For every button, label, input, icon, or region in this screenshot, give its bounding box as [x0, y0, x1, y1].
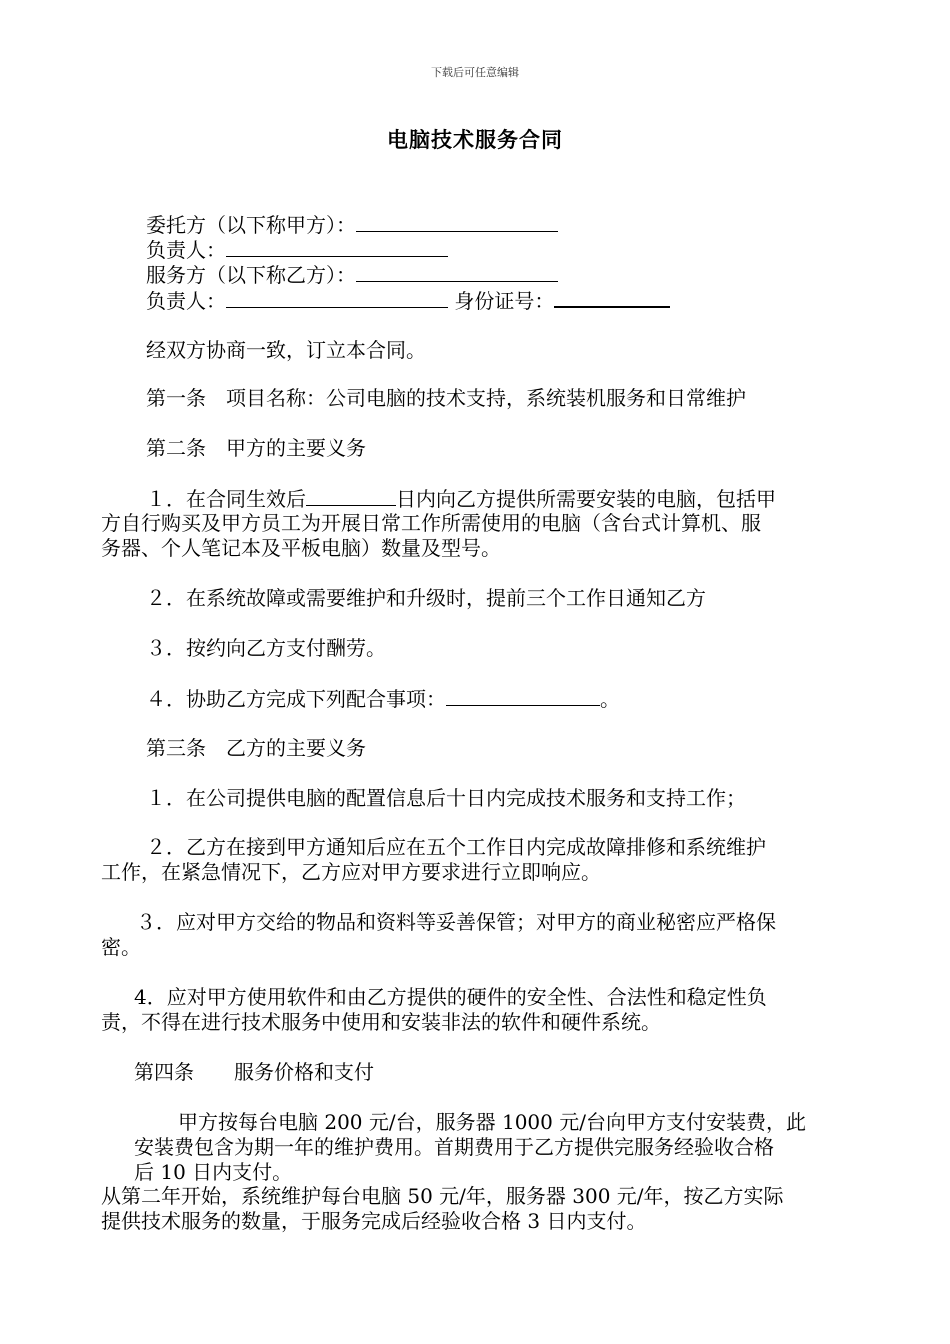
days-blank[interactable] [306, 486, 396, 506]
cooperation-blank[interactable] [446, 686, 600, 706]
article1: 第一条 项目名称：公司电脑的技术支持，系统装机服务和日常维护 [146, 386, 746, 410]
article3-item1: １．在公司提供电脑的配置信息后十日内完成技术服务和支持工作； [146, 786, 746, 810]
client-person-line [146, 237, 448, 262]
preamble: 经双方协商一致，订立本合同。 [146, 338, 426, 362]
provider-person-line [146, 287, 670, 313]
id-number-blank[interactable] [554, 287, 670, 308]
client-line [146, 212, 558, 237]
client-person-blank[interactable] [226, 237, 448, 257]
article2-item1-line1 [146, 486, 776, 511]
article2-heading: 第二条 甲方的主要义务 [146, 436, 366, 460]
article2-item4-text-a: ４．协助乙方完成下列配合事项： [146, 687, 446, 711]
article3-item3-line2: 密。 [101, 935, 141, 959]
article2-item1-line3: 务器、个人笔记本及平板电脑）数量及型号。 [101, 536, 501, 560]
article4-p1-line1: 甲方按每台电脑 200 元/台，服务器 1000 元/台向甲方支付安装费，此 [178, 1110, 806, 1134]
provider-name-blank[interactable] [356, 262, 558, 282]
article2-item4-text-b: 。 [600, 687, 620, 711]
provider-line [146, 262, 558, 287]
article3-item4-line2: 责，不得在进行技术服务中使用和安装非法的软件和硬件系统。 [101, 1010, 661, 1034]
article4-heading: 第四条 服务价格和支付 [134, 1060, 374, 1084]
provider-label: 服务方（以下称乙方）： [146, 263, 356, 287]
provider-person-blank[interactable] [226, 288, 448, 308]
article4-p2-line1: 从第二年开始，系统维护每台电脑 50 元/年，服务器 300 元/年，按乙方实际 [101, 1184, 784, 1208]
article3-item4-line1: 4．应对甲方使用软件和由乙方提供的硬件的安全性、合法性和稳定性负 [134, 985, 767, 1009]
article3-item2-line1: ２．乙方在接到甲方通知后应在五个工作日内完成故障排修和系统维护 [146, 835, 766, 859]
article2-item1-line2: 方自行购买及甲方员工为开展日常工作所需使用的电脑（含台式计算机、服 [101, 511, 761, 535]
article2-item1-text-a: １．在合同生效后 [146, 487, 306, 511]
id-label: 身份证号： [454, 289, 555, 313]
client-person-label: 负责人： [146, 238, 226, 262]
article4-p1-line3: 后 10 日内支付。 [134, 1160, 293, 1184]
article2-item4 [146, 686, 620, 711]
client-label: 委托方（以下称甲方）： [146, 213, 356, 237]
article2-item3: ３．按约向乙方支付酬劳。 [146, 636, 386, 660]
article3-heading: 第三条 乙方的主要义务 [146, 736, 366, 760]
article4-p2-line2: 提供技术服务的数量，于服务完成后经验收合格 3 日内支付。 [101, 1209, 647, 1233]
article3-item3-line1: ３．应对甲方交给的物品和资料等妥善保管；对甲方的商业秘密应严格保 [136, 910, 776, 934]
header-note: 下载后可任意编辑 [431, 66, 519, 79]
article3-item2-line2: 工作，在紧急情况下，乙方应对甲方要求进行立即响应。 [101, 860, 601, 884]
article4-p1-line2: 安装费包含为期一年的维护费用。首期费用于乙方提供完服务经验收合格 [134, 1135, 774, 1159]
article2-item1-text-b: 日内向乙方提供所需要安装的电脑，包括甲 [396, 487, 776, 511]
client-name-blank[interactable] [356, 212, 558, 232]
contract-title: 电脑技术服务合同 [387, 128, 563, 152]
provider-person-label: 负责人： [146, 289, 226, 313]
article2-item2: ２．在系统故障或需要维护和升级时，提前三个工作日通知乙方 [146, 586, 706, 610]
